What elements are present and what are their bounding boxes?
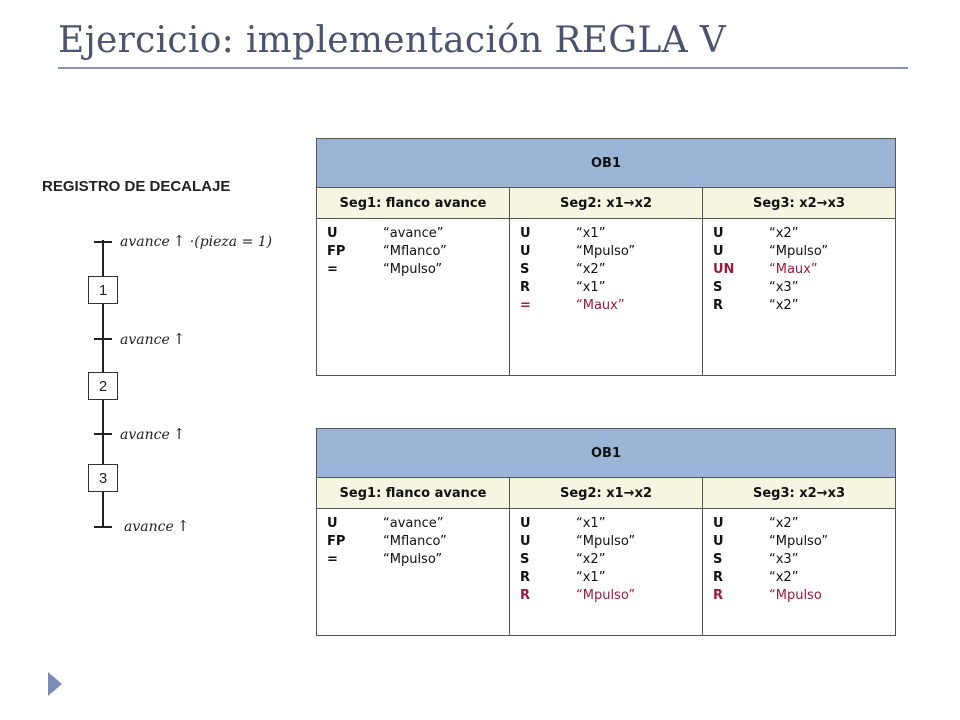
ob1-table-1 — [316, 138, 896, 376]
grafcet-step: 1 — [88, 276, 118, 304]
code-line: S “x3” — [713, 552, 799, 567]
segment-header: Seg3: x2→x3 — [703, 478, 896, 509]
segment-header: Seg2: x1→x2 — [510, 188, 703, 219]
registro-label: REGISTRO DE DECALAJE — [42, 178, 231, 195]
code-cell — [317, 509, 510, 636]
code-line: R “Mpulso” — [520, 588, 636, 603]
code-line: R “x2” — [713, 570, 799, 585]
grafcet-step: 2 — [88, 372, 118, 400]
ob1-table-2 — [316, 428, 896, 636]
code-line: U “x1” — [520, 226, 606, 241]
grafcet-transition — [94, 526, 112, 528]
next-slide-arrow-icon[interactable] — [48, 672, 62, 696]
code-line: = “Maux” — [520, 298, 625, 313]
code-cell — [703, 509, 896, 636]
code-line: S “x2” — [520, 262, 606, 277]
code-line: S “x2” — [520, 552, 606, 567]
code-line: U “Mpulso” — [520, 244, 636, 259]
code-line: S “x3” — [713, 280, 799, 295]
grafcet-transition — [94, 433, 112, 435]
grafcet-transition — [94, 338, 112, 340]
code-line: R “x1” — [520, 280, 606, 295]
grafcet-condition: avance ↑ ·(pieza = 1) — [120, 232, 273, 250]
code-line: FP “Mflanco” — [327, 244, 447, 259]
code-line: FP “Mflanco” — [327, 534, 447, 549]
code-line: = “Mpulso” — [327, 262, 443, 277]
code-line: U “x2” — [713, 516, 799, 531]
title-underline — [58, 67, 908, 69]
table-header: OB1 — [317, 429, 896, 478]
grafcet-link — [102, 492, 104, 528]
code-cell — [510, 509, 703, 636]
code-line: U “Mpulso” — [713, 534, 829, 549]
grafcet-condition: avance ↑ — [120, 330, 186, 348]
table-header: OB1 — [317, 139, 896, 188]
code-line: = “Mpulso” — [327, 552, 443, 567]
code-line: R “x1” — [520, 570, 606, 585]
code-line: U “Mpulso” — [713, 244, 829, 259]
grafcet-condition: avance ↑ — [124, 517, 190, 535]
code-line: U “avance” — [327, 226, 444, 241]
code-line: U “avance” — [327, 516, 444, 531]
code-cell — [510, 219, 703, 376]
code-line: R “Mpulso — [713, 588, 822, 603]
segment-header: Seg1: flanco avance — [317, 188, 510, 219]
segment-header: Seg1: flanco avance — [317, 478, 510, 509]
grafcet-diagram — [84, 228, 304, 538]
code-cell — [317, 219, 510, 376]
code-line: U “Mpulso” — [520, 534, 636, 549]
segment-header: Seg3: x2→x3 — [703, 188, 896, 219]
code-line: U “x2” — [713, 226, 799, 241]
code-line: R “x2” — [713, 298, 799, 313]
slide-title: Ejercicio: implementación REGLA V — [58, 20, 726, 61]
grafcet-condition: avance ↑ — [120, 425, 186, 443]
code-line: UN “Maux” — [713, 262, 818, 277]
code-line: U “x1” — [520, 516, 606, 531]
code-cell — [703, 219, 896, 376]
segment-header: Seg2: x1→x2 — [510, 478, 703, 509]
grafcet-transition — [94, 241, 112, 243]
grafcet-step: 3 — [88, 464, 118, 492]
